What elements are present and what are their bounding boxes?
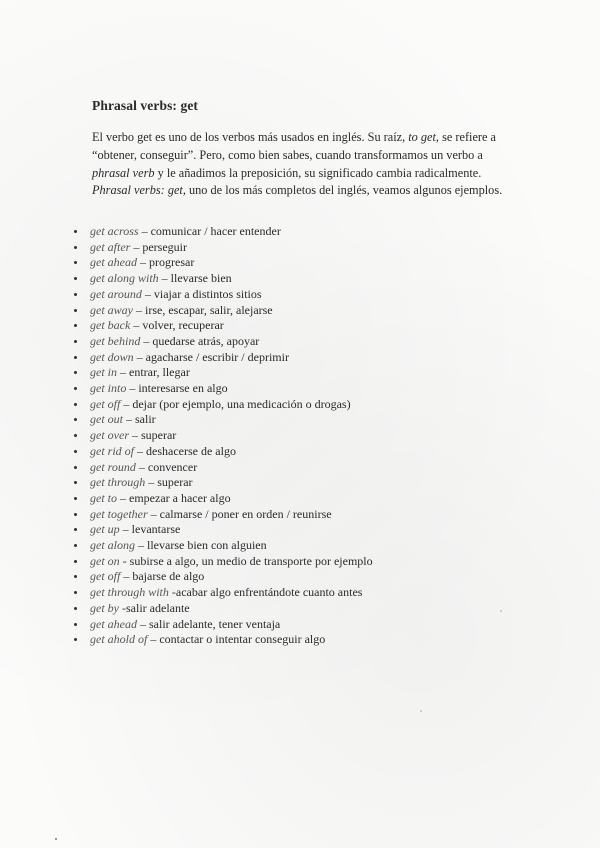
separator: – xyxy=(140,333,153,348)
phrasal-verb: get through with xyxy=(90,585,169,600)
separator: – xyxy=(147,632,160,647)
scan-speck xyxy=(500,610,502,612)
bullet-icon xyxy=(74,261,77,264)
list-item xyxy=(74,240,373,256)
verb-meaning: progresar xyxy=(149,255,195,270)
list-item xyxy=(74,381,373,397)
bullet-icon xyxy=(74,324,77,327)
phrasal-verb: get into xyxy=(90,381,127,396)
intro-emphasis-to-get: to get, xyxy=(408,130,439,144)
list-item xyxy=(74,632,373,648)
phrasal-verb: get ahead xyxy=(90,616,137,631)
list-item xyxy=(74,412,373,428)
bullet-icon xyxy=(74,513,77,516)
list-item xyxy=(74,255,373,271)
verb-meaning: calmarse / poner en orden / reunirse xyxy=(159,506,332,521)
separator: – xyxy=(120,569,133,584)
separator: - xyxy=(168,585,176,600)
verb-meaning: salir xyxy=(135,412,156,427)
bullet-icon xyxy=(74,293,77,296)
list-item xyxy=(74,397,373,413)
intro-text: se refiere a “obtener, conseguir”. Pero, como bien sabes, cuando transformamos un verbo a xyxy=(92,130,496,162)
bullet-icon xyxy=(74,481,77,484)
list-item xyxy=(74,428,373,444)
list-item xyxy=(74,303,373,319)
list-item xyxy=(74,491,373,507)
phrasal-verb: get to xyxy=(90,490,117,505)
bullet-icon xyxy=(74,466,77,469)
separator: - xyxy=(119,600,126,615)
phrasal-verb: get off xyxy=(90,569,121,584)
verb-meaning: dejar (por ejemplo, una medicación o drogas) xyxy=(132,396,351,411)
verb-meaning: salir adelante, tener ventaja xyxy=(149,616,281,631)
phrasal-verb: get ahold of xyxy=(90,632,148,647)
verb-meaning: subirse a algo, un medio de transporte por ejemplo xyxy=(129,553,373,568)
phrasal-verb: get by xyxy=(90,600,119,615)
bullet-icon xyxy=(74,528,77,531)
list-item xyxy=(74,444,373,460)
list-item xyxy=(74,350,373,366)
verb-meaning: bajarse de algo xyxy=(132,569,205,584)
verb-meaning: quedarse atrás, apoyar xyxy=(152,333,260,348)
bullet-icon xyxy=(74,544,77,547)
separator: – xyxy=(117,365,129,380)
verb-meaning: acabar algo enfrentándote cuanto antes xyxy=(175,585,363,600)
intro-paragraph xyxy=(92,129,512,200)
bullet-icon xyxy=(74,591,77,594)
separator: – xyxy=(126,381,139,396)
separator: – xyxy=(130,318,143,333)
verb-meaning: salir adelante xyxy=(126,600,190,615)
verb-meaning: volver, recuperar xyxy=(142,318,224,333)
phrasal-verb: get along with xyxy=(90,271,159,286)
intro-emphasis-title: Phrasal verbs: get, xyxy=(92,183,186,198)
separator: – xyxy=(120,396,133,411)
separator: – xyxy=(135,459,148,474)
phrasal-verb: get behind xyxy=(90,333,141,348)
verb-meaning: superar xyxy=(140,428,177,443)
bullet-icon xyxy=(74,623,77,626)
verb-meaning: deshacerse de algo xyxy=(146,443,236,458)
verb-meaning: llevarse bien xyxy=(170,271,232,286)
separator: - xyxy=(119,553,130,568)
bullet-icon xyxy=(74,575,77,578)
separator: – xyxy=(123,412,135,427)
phrasal-verb: get off xyxy=(90,396,121,411)
verb-meaning: empezar a hacer algo xyxy=(129,490,231,505)
scan-speck xyxy=(55,838,57,840)
phrasal-verb: get through xyxy=(90,475,146,490)
list-item xyxy=(74,617,373,633)
bullet-icon xyxy=(74,560,77,563)
verb-meaning: llevarse bien con alguien xyxy=(147,538,267,553)
verb-meaning: levantarse xyxy=(131,522,181,537)
verb-meaning: viajar a distintos sitios xyxy=(153,286,262,301)
list-item xyxy=(74,569,373,585)
bullet-icon xyxy=(74,497,77,500)
separator: – xyxy=(147,506,160,521)
bullet-icon xyxy=(74,371,77,374)
list-item xyxy=(74,318,373,334)
list-item xyxy=(74,554,373,570)
phrasal-verb: get across xyxy=(90,224,139,238)
bullet-icon xyxy=(74,450,77,453)
list-item xyxy=(74,475,373,491)
bullet-icon xyxy=(74,418,77,421)
bullet-icon xyxy=(74,387,77,390)
bullet-icon xyxy=(74,340,77,343)
separator: – xyxy=(130,239,143,254)
list-item xyxy=(74,271,373,287)
separator: – xyxy=(117,490,129,505)
separator: – xyxy=(158,271,171,286)
separator: – xyxy=(128,428,141,443)
list-item xyxy=(74,507,373,523)
verb-meaning: interesarse en algo xyxy=(138,381,228,396)
list-item xyxy=(74,365,373,381)
list-item xyxy=(74,522,373,538)
separator: – xyxy=(134,443,146,458)
phrasal-verb: get ahead xyxy=(90,255,137,270)
phrasal-verb: get on xyxy=(90,553,120,568)
verb-meaning: superar xyxy=(157,475,193,490)
verb-meaning: irse, escapar, salir, alejarse xyxy=(145,302,273,317)
separator: – xyxy=(133,302,145,317)
bullet-icon xyxy=(74,403,77,406)
intro-text: El verbo get es uno de los verbos más usados en inglés. Su raíz, xyxy=(92,130,409,144)
list-item xyxy=(74,585,373,601)
verb-meaning: comunicar / hacer entender xyxy=(150,224,281,238)
list-item xyxy=(74,224,373,240)
verb-meaning: agacharse / escribir / deprimir xyxy=(145,349,289,364)
bullet-icon xyxy=(74,309,77,312)
phrasal-verb: get along xyxy=(90,538,135,553)
phrasal-verb: get up xyxy=(90,522,120,537)
bullet-icon xyxy=(74,638,77,641)
list-item xyxy=(74,460,373,476)
separator: – xyxy=(137,255,149,270)
phrasal-verb: get out xyxy=(90,412,123,427)
phrasal-verb: get round xyxy=(90,459,136,474)
separator: – xyxy=(141,286,154,301)
phrasal-verb: get after xyxy=(90,239,131,254)
phrasal-verb: get over xyxy=(90,428,129,443)
intro-text: uno de los más completos del inglés, veamos algunos ejemplos. xyxy=(185,183,503,198)
verb-meaning: entrar, llegar xyxy=(129,365,190,380)
separator: – xyxy=(133,349,146,364)
separator: – xyxy=(135,538,147,553)
separator: – xyxy=(137,616,149,631)
phrasal-verb: get in xyxy=(90,365,117,380)
phrasal-verb: get down xyxy=(90,349,134,364)
phrasal-verb: get back xyxy=(90,318,131,333)
separator: – xyxy=(138,224,151,238)
separator: – xyxy=(145,475,158,490)
list-item xyxy=(74,538,373,554)
phrasal-verb: get around xyxy=(90,286,142,301)
scan-speck xyxy=(420,710,422,712)
separator: – xyxy=(119,522,132,537)
bullet-icon xyxy=(74,246,77,249)
verb-meaning: contactar o intentar conseguir algo xyxy=(159,632,326,647)
bullet-icon xyxy=(74,434,77,437)
list-item xyxy=(74,601,373,617)
intro-text: y le añadimos la preposición, su significado cambia radicalmente. xyxy=(154,165,482,180)
bullet-icon xyxy=(74,356,77,359)
verb-meaning: convencer xyxy=(147,459,198,474)
phrasal-verb: get rid of xyxy=(90,443,134,458)
list-item xyxy=(74,334,373,350)
verb-meaning: perseguir xyxy=(142,239,187,254)
list-item xyxy=(74,287,373,303)
document-title: Phrasal verbs: get xyxy=(92,98,199,113)
bullet-icon xyxy=(74,230,77,233)
intro-emphasis-phrasal-verb: phrasal verb xyxy=(92,165,155,180)
phrasal-verb: get together xyxy=(90,506,148,521)
bullet-icon xyxy=(74,277,77,280)
phrasal-verb-list xyxy=(74,224,373,648)
phrasal-verb: get away xyxy=(90,302,133,317)
bullet-icon xyxy=(74,607,77,610)
